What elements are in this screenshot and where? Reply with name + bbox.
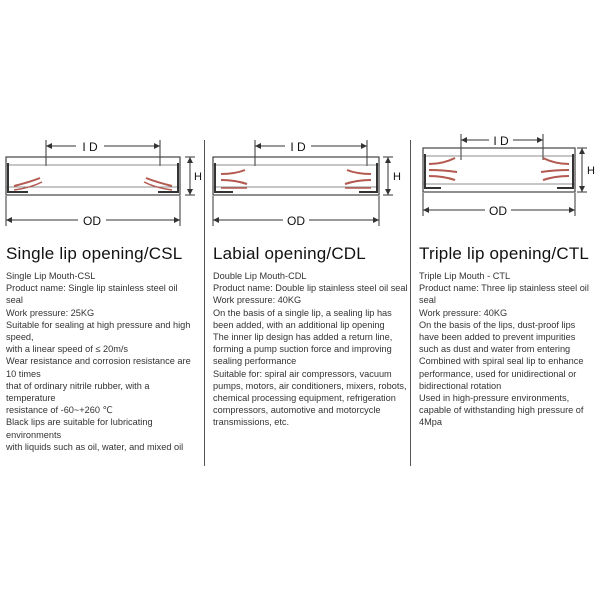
id-label: I D — [82, 140, 98, 154]
text-line: Combined with spiral seal lip to enhance performance, used for unidirectional or bidirectional rotation — [419, 356, 584, 391]
cdl-description — [213, 270, 408, 429]
id-label: I D — [290, 140, 306, 154]
text-line: Single Lip Mouth-CSL — [6, 271, 96, 281]
text-line: Work pressure: 25KG — [6, 307, 95, 318]
text-line: Work pressure: 40KG — [419, 307, 508, 318]
id-label: I D — [493, 134, 509, 148]
od-label: OD — [287, 214, 305, 228]
text-line: Double Lip Mouth-CDL — [213, 271, 307, 281]
text-line: that of ordinary nitrile rubber, with a temperature — [6, 380, 150, 404]
text-line: with liquids such as oil, water, and mixed oil — [6, 441, 184, 452]
column-divider — [410, 140, 411, 466]
h-label: H — [393, 171, 401, 183]
text-line: The inner lip design has added a return line, forming a pump suction force and improving sealing performance — [213, 332, 393, 367]
column-cdl — [207, 130, 412, 470]
text-line: Suitable for: spiral air compressors, vacuum pumps, motors, air conditioners, mixers, robots, chemical processing equipment, refrigeration compressors, automotive and motorcycle transmissions, etc. — [213, 368, 407, 428]
text-line: Product name: Single lip stainless steel oil seal — [6, 283, 178, 306]
csl-heading: Single lip opening/CSL — [6, 244, 183, 263]
cdl-heading: Labial opening/CDL — [213, 244, 366, 263]
text-line: On the basis of the lips, dust-proof lips have been added to prevent impurities such as dust and water from entering — [419, 319, 576, 355]
column-ctl — [413, 130, 600, 470]
text-line: Suitable for sealing at high pressure and high speed, — [6, 319, 191, 343]
od-label: OD — [83, 214, 101, 228]
text-line: Product name: Double lip stainless steel oil seal — [213, 283, 408, 294]
h-label: H — [587, 165, 595, 177]
text-line: On the basis of a single lip, a sealing lip has been added, with an additional lip opening — [213, 307, 392, 330]
text-line: Wear resistance and corrosion resistance are 10 times — [6, 356, 191, 379]
text-line: resistance of -60~+260 ℃ — [6, 405, 113, 416]
text-line: Work pressure: 40KG — [213, 295, 302, 306]
ctl-heading: Triple lip opening/CTL — [419, 244, 590, 263]
text-line: Used in high-pressure environments, capable of withstanding high pressure of 4Mpa — [419, 393, 584, 428]
text-line: Black lips are suitable for lubricating environments — [6, 417, 153, 440]
ctl-description — [419, 270, 596, 429]
text-line: with a linear speed of ≤ 20m/s — [6, 344, 128, 355]
csl-seal-diagram — [0, 130, 200, 242]
ctl-seal-diagram — [413, 130, 600, 242]
text-line: Triple Lip Mouth - CTL — [419, 271, 511, 281]
csl-description — [6, 270, 196, 453]
column-csl — [0, 130, 200, 470]
cdl-seal-diagram — [207, 130, 412, 242]
od-label: OD — [489, 204, 507, 218]
column-divider — [204, 140, 205, 466]
h-label: H — [194, 171, 202, 183]
text-line: Product name: Three lip stainless steel oil seal — [419, 283, 589, 306]
